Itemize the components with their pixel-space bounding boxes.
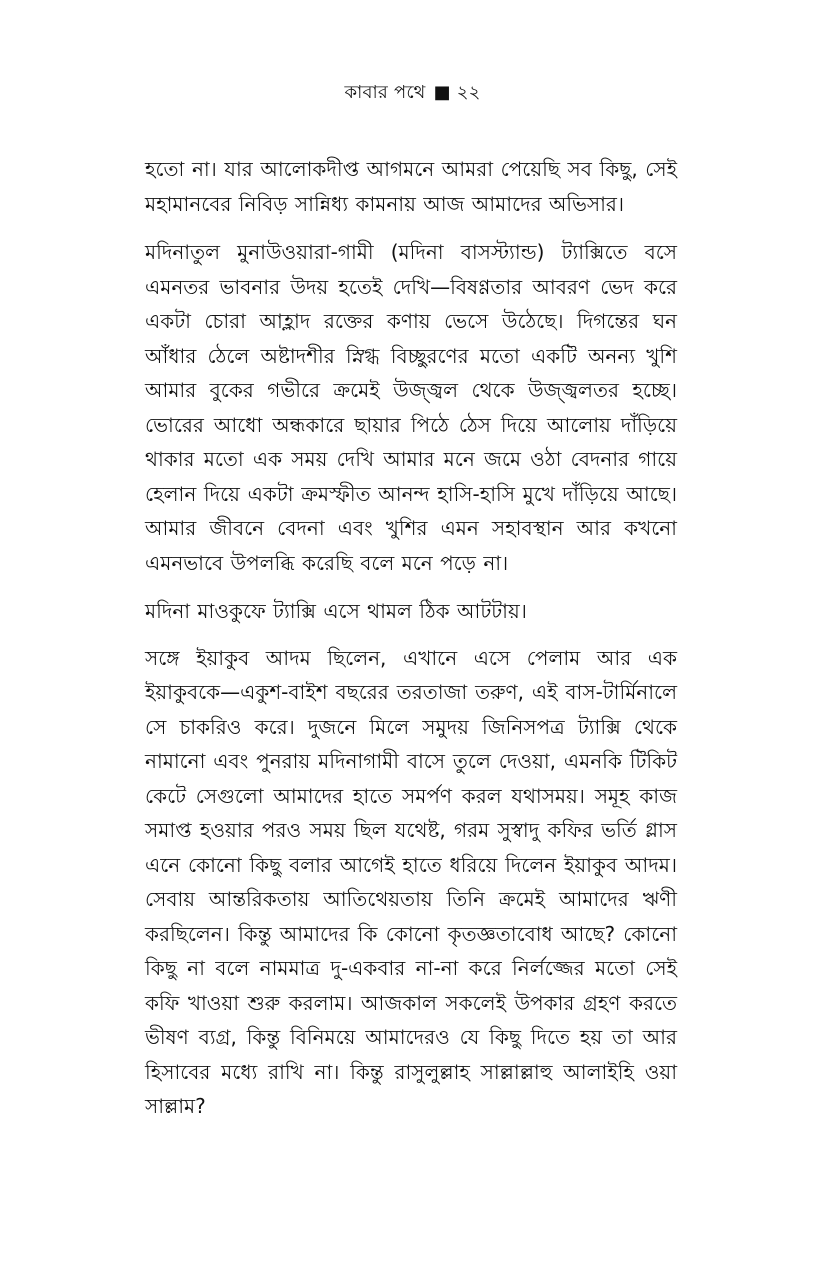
paragraph-3: মদিনা মাওকুফে ট্যাক্সি এসে থামল ঠিক আটটায়। xyxy=(145,599,527,623)
body-text xyxy=(145,152,677,1138)
running-header xyxy=(0,80,825,106)
paragraph-2: মদিনাতুল মুনাউওয়ারা-গামী (মদিনা বাসস্ট্যান্ড) ট্যাক্সিতে বসে এমনতর ভাবনার উদয় হতেই দেখি—বিষণ্ণতার আবরণ ভেদ করে একটা চোরা আহ্লাদ রক্তের কণায় ভেসে উঠেছে। দিগন্তের ঘন আঁধার ঠেলে অষ্টাদশীর স্নিগ্ধ বিচ্ছুরণের মতো একটি অনন্য খুশি আমার বুকের গভীরে ক্রমেই উজ্জ্বল থেকে উজ্জ্বলতর হচ্ছে। ভোরের আধো অন্ধকারে ছায়ার পিঠে ঠেস দিয়ে আলোয় দাঁড়িয়ে থাকার মতো এক সময় দেখি আমার মনে জমে ওঠা বেদনার গায়ে হেলান দিয়ে একটা ক্রমস্ফীত আনন্দ হাসি-হাসি মুখে দাঁড়িয়ে আছে। আমার জীবনে বেদনা এবং খুশির এমন সহাবস্থান আর কখনো এমনভাবে উপলব্ধি করেছি বলে মনে পড়ে না। xyxy=(145,240,677,575)
paragraph-4: সঙ্গে ইয়াকুব আদম ছিলেন, এখানে এসে পেলাম আর এক ইয়াকুবকে—একুশ-বাইশ বছরের তরতাজা তরুণ, এই বাস-টার্মিনালে সে চাকরিও করে। দুজনে মিলে সমুদয় জিনিসপত্র ট্যাক্সি থেকে নামানো এবং পুনরায় মদিনাগামী বাসে তুলে দেওয়া, এমনকি টিকিট কেটে সেগুলো আমাদের হাতে সমর্পণ করল যথাসময়। সমূহ কাজ সমাপ্ত হওয়ার পরও সময় ছিল যথেষ্ট, গরম সুস্বাদু কফির ভর্তি গ্লাস এনে কোনো কিছু বলার আগেই হাতে ধরিয়ে দিলেন ইয়াকুব আদম। সেবায় আন্তরিকতায় আতিথেয়তায় তিনি ক্রমেই আমাদের ঋণী করছিলেন। কিন্তু আমাদের কি কোনো কৃতজ্ঞতাবোধ আছে? কোনো কিছু না বলে নামমাত্র দু-একবার না-না করে নির্লজ্জের মতো সেই কফি খাওয়া শুরু করলাম। আজকাল সকলেই উপকার গ্রহণ করতে ভীষণ ব্যগ্র, কিন্তু বিনিময়ে আমাদেরও যে কিছু দিতে হয় তা আর হিসাবের মধ্যে রাখি না। কিন্তু রাসুলুল্লাহ সাল্লাল্লাহু আলাইহি ওয়া সাল্লাম? xyxy=(145,645,677,1118)
book-title: কাবার পথে xyxy=(344,82,426,103)
header-separator-icon: ■ xyxy=(433,82,451,103)
page-number: ২২ xyxy=(456,82,481,103)
paragraph-1: হতো না। যার আলোকদীপ্ত আগমনে আমরা পেয়েছি সব কিছু, সেই মহামানবের নিবিড় সান্নিধ্য কামনায় আজ আমাদের অভিসার। xyxy=(145,157,677,216)
